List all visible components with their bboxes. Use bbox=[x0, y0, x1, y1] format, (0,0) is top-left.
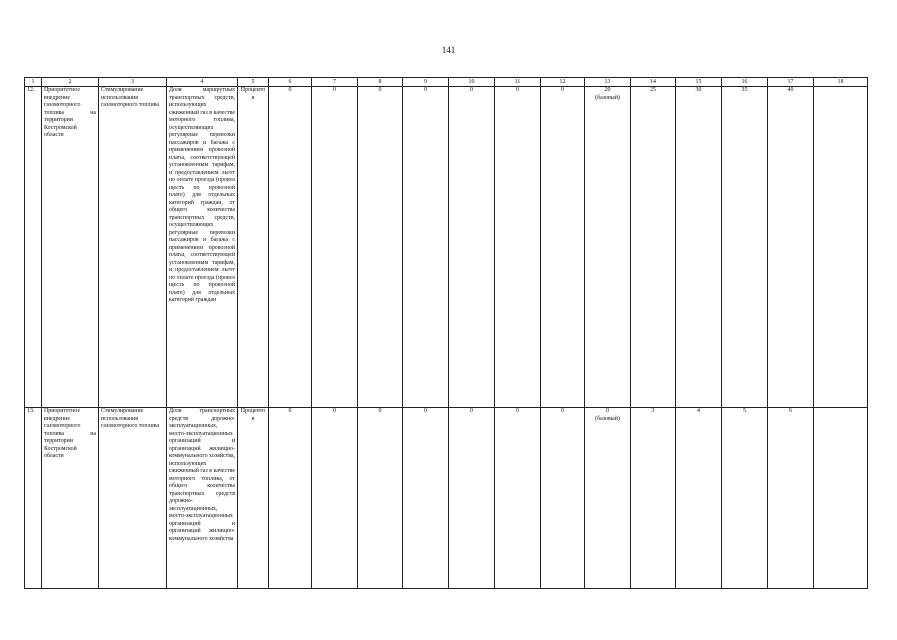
column-header: 6 bbox=[269, 78, 312, 87]
column-header: 16 bbox=[722, 78, 768, 87]
value-cell: 0 bbox=[403, 87, 449, 408]
row-number: 12. bbox=[25, 87, 42, 408]
activity-name: Стимулирование использования газомоторного топлива bbox=[99, 87, 167, 408]
value-cell: 30 bbox=[676, 87, 722, 408]
column-header: 15 bbox=[676, 78, 722, 87]
page-number: 141 bbox=[441, 45, 456, 55]
program-name: Приоритетное внедрение газомоторного топлива на территории Костромской области bbox=[42, 87, 99, 408]
indicators-table bbox=[24, 77, 868, 589]
base-value-cell bbox=[585, 408, 631, 589]
value-cell: 0 bbox=[358, 87, 403, 408]
value-cell: 5 bbox=[722, 408, 768, 589]
column-header: 18 bbox=[814, 78, 868, 87]
base-value-cell bbox=[585, 87, 631, 408]
value-cell: 0 bbox=[312, 87, 358, 408]
indicator-name: Доля маршрутных транспортных средств, использующих сжиженный газ в качестве моторного топлива, осуществляющих регулярные перевозки пассажиров и багажа с применением провозной платы, соответствующей установленным тарифам, и предоставлением льгот по оплате проезда (провоз щесть по провозной плате) для отдельных категорий граждан, от общего количества транспортных средств, осуществляющих регулярные перевозки пассажиров и багажа с применением провозной платы, соответствующей установленным тарифам, и предоставлением льгот по оплате проезда (провоз щесть по провозной плате) для отдельных категорий граждан bbox=[167, 87, 238, 408]
value-cell: 6 bbox=[768, 408, 814, 589]
column-header: 9 bbox=[403, 78, 449, 87]
program-name: Приоритетное внедрение газомоторного топлива на территории Костромской области bbox=[42, 408, 99, 589]
base-note: (базовый) bbox=[595, 415, 620, 422]
value-cell: 40 bbox=[768, 87, 814, 408]
value-cell bbox=[814, 408, 868, 589]
column-header: 14 bbox=[631, 78, 676, 87]
value-cell: 0 bbox=[495, 408, 541, 589]
column-header: 11 bbox=[495, 78, 541, 87]
value-cell: 0 bbox=[541, 87, 585, 408]
value-cell: 0 bbox=[449, 87, 495, 408]
value-cell: 0 bbox=[358, 408, 403, 589]
column-header: 3 bbox=[99, 78, 167, 87]
value-cell: 0 bbox=[541, 408, 585, 589]
base-value: 20 bbox=[604, 87, 611, 93]
value-cell: 0 bbox=[495, 87, 541, 408]
column-header: 5 bbox=[238, 78, 269, 87]
column-header: 8 bbox=[358, 78, 403, 87]
indicator-name: Доля транспортных средств дорожно-эксплуатационных, мосто-эксплуатационных организаций и организаций жилищно-коммунального хозяйства, использующих сжиженный газ в качестве моторного топлива, от общего количества транспортных средств дорожно-эксплуатационных, мосто-эксплуатационных организаций и организаций жилищно-коммунального хозяйства bbox=[167, 408, 238, 589]
value-cell: 4 bbox=[676, 408, 722, 589]
column-header: 12 bbox=[541, 78, 585, 87]
value-cell: 0 bbox=[312, 408, 358, 589]
activity-name: Стимулирование использования газомоторного топлива bbox=[99, 408, 167, 589]
column-header: 10 bbox=[449, 78, 495, 87]
column-header: 2 bbox=[42, 78, 99, 87]
value-cell: 35 bbox=[722, 87, 768, 408]
base-note: (базовый) bbox=[595, 94, 620, 101]
column-header: 1 bbox=[25, 78, 42, 87]
column-header: 7 bbox=[312, 78, 358, 87]
column-number-row bbox=[25, 78, 868, 87]
table-row bbox=[25, 87, 868, 408]
unit: Процентов bbox=[238, 87, 269, 408]
unit: Процентов bbox=[238, 408, 269, 589]
value-cell: 3 bbox=[631, 408, 676, 589]
row-number: 13. bbox=[25, 408, 42, 589]
value-cell: 0 bbox=[269, 87, 312, 408]
column-header: 4 bbox=[167, 78, 238, 87]
column-header: 13 bbox=[585, 78, 631, 87]
value-cell: 0 bbox=[269, 408, 312, 589]
value-cell bbox=[814, 87, 868, 408]
value-cell: 25 bbox=[631, 87, 676, 408]
column-header: 17 bbox=[768, 78, 814, 87]
value-cell: 0 bbox=[449, 408, 495, 589]
value-cell: 0 bbox=[403, 408, 449, 589]
base-value: 0 bbox=[606, 408, 609, 414]
table-row bbox=[25, 408, 868, 589]
